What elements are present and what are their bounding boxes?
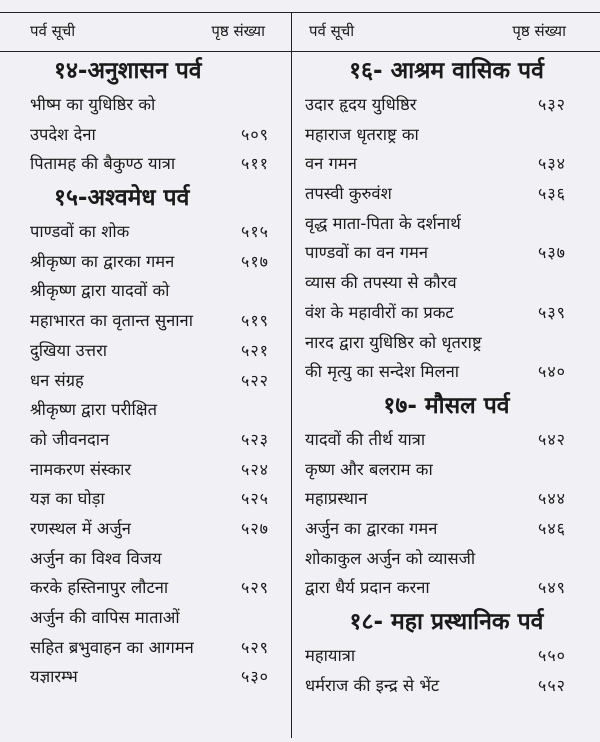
toc-entry: पाण्डवों का वन गमन bbox=[305, 243, 429, 263]
toc-row bbox=[293, 209, 600, 239]
toc-entry: महाभारत का वृतान्त सुनाना bbox=[30, 311, 193, 331]
toc-entry: व्यास की तपस्या से कौरव bbox=[305, 273, 457, 293]
left-header bbox=[0, 12, 291, 50]
toc-entry: दुखिया उत्तरा bbox=[30, 340, 108, 360]
toc-row bbox=[0, 662, 291, 692]
toc-entry: सहित ब्रभुवाहन का आगमन bbox=[30, 637, 194, 657]
toc-entry: उपदेश देना bbox=[30, 124, 96, 144]
toc-entry: धर्मराज की इन्द्र से भेंट bbox=[305, 675, 440, 695]
toc-row bbox=[293, 455, 600, 485]
toc-entry: वंश के महावीरों का प्रकट bbox=[305, 302, 454, 322]
toc-page: ५२९ bbox=[241, 637, 269, 657]
toc-row bbox=[0, 336, 291, 366]
toc-row bbox=[0, 395, 291, 425]
toc-entry: महायात्रा bbox=[305, 646, 356, 665]
toc-page: ५०९ bbox=[241, 124, 269, 144]
toc-page: ५१५ bbox=[241, 222, 269, 242]
right-page-label: पृष्ठ संख्या bbox=[512, 22, 566, 40]
toc-page: ५४९ bbox=[538, 578, 566, 598]
toc-row bbox=[0, 306, 291, 336]
toc-page: ५५२ bbox=[538, 675, 566, 695]
toc-entry: द्वारा धैर्य प्रदान करना bbox=[305, 578, 430, 598]
toc-page: ५३९ bbox=[538, 302, 566, 322]
toc-row bbox=[293, 573, 600, 603]
toc-entry: महाराज धृतराष्ट्र का bbox=[305, 124, 419, 144]
toc-entry: नामकरण संस्कार bbox=[30, 459, 132, 479]
toc-page: ५३६ bbox=[538, 184, 566, 204]
toc-row bbox=[0, 149, 291, 179]
toc-page: ५२९ bbox=[241, 578, 269, 598]
toc-row bbox=[0, 90, 291, 120]
section-title-17: १७- मौसल पर्व bbox=[383, 392, 510, 419]
toc-entry: यज्ञारम्भ bbox=[30, 667, 78, 687]
toc-entry: पितामह की बैकुण्ठ यात्रा bbox=[30, 154, 176, 174]
toc-entry: पाण्डवों का शोक bbox=[30, 222, 130, 242]
toc-page: ५११ bbox=[241, 154, 269, 174]
toc-entry: की मृत्यु का सन्देश मिलना bbox=[305, 362, 460, 382]
toc-page: ५१७ bbox=[241, 251, 269, 271]
toc-page: ५३० bbox=[241, 667, 269, 687]
toc-page: ५४२ bbox=[538, 429, 566, 449]
toc-row bbox=[293, 514, 600, 544]
toc-page: ५२५ bbox=[241, 489, 269, 509]
toc-page: ५२२ bbox=[241, 370, 269, 390]
toc-row bbox=[0, 573, 291, 603]
toc-row bbox=[293, 238, 600, 268]
toc-page: ५३२ bbox=[538, 95, 566, 114]
toc-entry: नारद द्वारा युधिष्ठिर को धृतराष्ट्र bbox=[305, 332, 482, 352]
toc-entry: श्रीकृष्ण द्वारा यादवों को bbox=[30, 281, 170, 301]
toc-row bbox=[293, 120, 600, 150]
section-title-16: १६- आश्रम वासिक पर्व bbox=[349, 58, 544, 84]
column-divider bbox=[291, 12, 292, 738]
toc-row bbox=[0, 276, 291, 306]
toc-entry: भीष्म का युधिष्ठिर को bbox=[30, 95, 156, 114]
toc-entry: अर्जुन का विश्व विजय bbox=[30, 548, 162, 568]
toc-entry: उदार हृदय युधिष्ठिर bbox=[305, 95, 417, 114]
toc-page: ५५० bbox=[538, 646, 566, 665]
toc-entry: वृद्ध माता-पिता के दर्शनार्थ bbox=[305, 213, 461, 233]
toc-row bbox=[293, 328, 600, 358]
toc-row bbox=[0, 603, 291, 633]
toc-row bbox=[293, 90, 600, 120]
toc-page: ५२३ bbox=[241, 429, 269, 449]
section-title-15: १५-अश्वमेध पर्व bbox=[54, 185, 190, 212]
toc-entry: यादवों की तीर्थ यात्रा bbox=[305, 429, 426, 449]
toc-entry: तपस्वी कुरुवंश bbox=[305, 184, 392, 204]
toc-row bbox=[293, 357, 600, 387]
toc-entry: कृष्ण और बलराम का bbox=[305, 459, 433, 479]
toc-row bbox=[293, 149, 600, 179]
toc-row bbox=[0, 425, 291, 455]
left-page-label: पृष्ठ संख्या bbox=[211, 22, 265, 40]
right-header bbox=[293, 12, 600, 50]
toc-row bbox=[0, 484, 291, 514]
toc-row bbox=[293, 484, 600, 514]
toc-row bbox=[293, 268, 600, 298]
section-title-18: १८- महा प्रस्थानिक पर्व bbox=[349, 609, 544, 635]
toc-entry: वन गमन bbox=[305, 154, 357, 174]
left-column bbox=[0, 12, 291, 692]
toc-entry: अर्जुन का द्वारका गमन bbox=[305, 518, 438, 538]
toc-page: ५२१ bbox=[241, 340, 269, 360]
toc-row bbox=[0, 366, 291, 396]
toc-row bbox=[0, 217, 291, 247]
left-col-label: पर्व सूची bbox=[30, 22, 76, 40]
toc-row bbox=[293, 544, 600, 574]
toc-row bbox=[293, 671, 600, 701]
toc-row bbox=[293, 179, 600, 209]
toc-row bbox=[0, 633, 291, 663]
toc-row bbox=[0, 514, 291, 544]
toc-entry: यज्ञ का घोड़ा bbox=[30, 489, 105, 509]
toc-row bbox=[0, 247, 291, 277]
toc-row bbox=[0, 120, 291, 150]
toc-entry: रणस्थल में अर्जुन bbox=[30, 518, 131, 538]
toc-row bbox=[0, 544, 291, 574]
toc-entry: श्रीकृष्ण द्वारा परीक्षित bbox=[30, 400, 158, 420]
toc-page: ५२४ bbox=[241, 459, 269, 479]
toc-page: ५३४ bbox=[538, 154, 566, 174]
toc-entry: शोकाकुल अर्जुन को व्यासजी bbox=[305, 548, 476, 568]
toc-page: ५४६ bbox=[538, 518, 566, 538]
toc-entry: धन संग्रह bbox=[30, 370, 84, 390]
section-title-14: १४-अनुशासन पर्व bbox=[54, 58, 202, 84]
toc-entry: करके हस्तिनापुर लौटना bbox=[30, 578, 169, 598]
toc-entry: श्रीकृष्ण का द्वारका गमन bbox=[30, 251, 175, 271]
toc-entry: महाप्रस्थान bbox=[305, 489, 368, 509]
toc-page: ५४० bbox=[538, 362, 566, 382]
toc-page: ५२७ bbox=[241, 518, 269, 538]
right-col-label: पर्व सूची bbox=[309, 22, 355, 40]
toc-row bbox=[293, 298, 600, 328]
toc-row bbox=[0, 455, 291, 485]
toc-page: ५४४ bbox=[538, 489, 566, 509]
toc-entry: अर्जुन की वापिस माताओं bbox=[30, 608, 180, 627]
toc-page: ५३७ bbox=[538, 243, 566, 263]
toc-row bbox=[293, 425, 600, 455]
right-column bbox=[293, 12, 600, 700]
toc-entry: को जीवनदान bbox=[30, 429, 110, 449]
toc-row bbox=[293, 641, 600, 671]
toc-page: ५१९ bbox=[241, 311, 269, 331]
